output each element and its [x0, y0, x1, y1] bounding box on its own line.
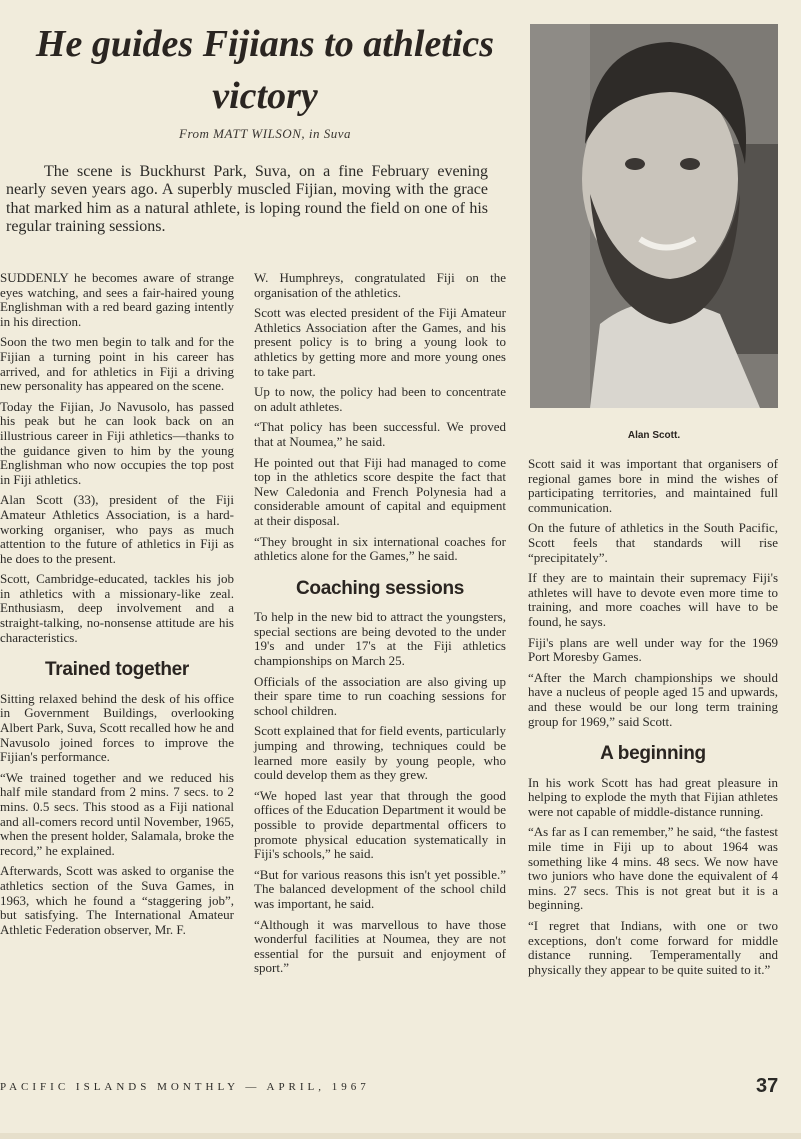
paragraph: Scott said it was important that organisers of regional games bore in mind the wishes of participating territories, and maintained full communication.	[528, 456, 778, 515]
paragraph: W. Humphreys, congratulated Fiji on the organisation of the athletics.	[254, 270, 506, 300]
page-edge	[0, 1133, 801, 1139]
paragraph: Scott was elected president of the Fiji Amateur Athletics Association after the Games, and his present policy is to bring a young look to athletics by getting more and more young ones to take part.	[254, 305, 506, 379]
paragraph: “That policy has been successful. We proved that at Noumea,” he said.	[254, 419, 506, 449]
article-headline: He guides Fijians to athletics victory	[35, 23, 495, 117]
paragraph: “They brought in six international coaches for athletics alone for the Games,” he said.	[254, 533, 506, 564]
paragraph: He pointed out that Fiji had managed to come top in the athletics score despite the fact that New Caledonia and French Polynesia had a considerable amount of capital and equipment at their disposal.	[254, 454, 506, 528]
paragraph: Up to now, the policy had been to concentrate on adult athletes.	[254, 384, 506, 414]
paragraph: “As far as I can remember,” he said, “the fastest mile time in Fiji up to about 1964 was something like 4 mins. 48 secs. We now have two juniors who have done the equivalent of 4 mins. 27 secs. This is not great but it is a beginning.	[528, 824, 778, 913]
magazine-masthead: PACIFIC ISLANDS MONTHLY — APRIL, 1967	[0, 1081, 370, 1093]
subheading: A beginning	[600, 743, 706, 765]
article-byline: From MATT WILSON, in Suva	[179, 126, 351, 141]
paragraph: SUDDENLY he becomes aware of strange eyes watching, and sees a fair-haired young Englishman with a red beard gazing intently in his direction.	[0, 270, 234, 329]
photo-caption: Alan Scott.	[627, 430, 681, 441]
paragraph: “Although it was marvellous to have those wonderful facilities at Noumea, they are not essential for the pursuit and enjoyment of sport.”	[254, 916, 506, 976]
paragraph: “I regret that Indians, with one or two exceptions, don't come forward for middle distance running. Temperamentally and physically they appear to be quite suited to it.”	[528, 918, 778, 977]
column-1	[0, 271, 234, 943]
subheading: Trained together	[44, 659, 190, 681]
paragraph: Sitting relaxed behind the desk of his office in Government Buildings, overlooking Albert Park, Suva, Scott recalled how he and Navusolo joined forces to improve the Fijian's performance.	[0, 690, 234, 765]
paragraph: Soon the two men begin to talk and for the Fijian a turning point in his career has arrived, and for athletics in Fiji a driving new personality has appeared on the scene.	[0, 334, 234, 394]
column-3	[528, 457, 778, 983]
column-2	[254, 271, 506, 982]
paragraph: “But for various reasons this isn't yet possible.” The balanced development of the school child was important, he said.	[254, 866, 506, 911]
paragraph: “We trained together and we reduced his half mile standard from 2 mins. 7 secs. to 2 mins. 0.5 secs. This stood as a Fiji national and all-comers record until November, 1965, when the present holder, Salamala, broke the record,” he explained.	[0, 769, 234, 858]
paragraph: Scott explained that for field events, particularly jumping and throwing, techniques could be learned more easily by young people, who could develop them as they grew.	[254, 723, 506, 783]
paragraph: Officials of the association are also giving up their spare time to run coaching sessions for school children.	[254, 673, 506, 718]
subheading: Coaching sessions	[295, 577, 465, 599]
paragraph: Afterwards, Scott was asked to organise the athletics section of the Suva Games, in 1963, which he found a “staggering job”, but satisfying. The International Amateur Athletic Federation observer, Mr. F.	[0, 863, 234, 937]
paragraph: If they are to maintain their supremacy Fiji's athletes will have to devote even more time to training, and more coaches will have to be found, he says.	[528, 570, 778, 629]
paragraph: Alan Scott (33), president of the Fiji Amateur Athletics Association, is a hard-working organiser, who pays as much attention to the future of athletics in Fiji as he does to the present.	[0, 492, 234, 566]
paragraph: On the future of athletics in the South Pacific, Scott feels that standards will rise “precipitately”.	[528, 520, 778, 565]
page-number: 37	[756, 1075, 779, 1097]
paragraph: “After the March championships we should have a nucleus of people aged 15 and upwards, and these would be our long term training group for 1969,” said Scott.	[528, 669, 778, 729]
article-intro: The scene is Buckhurst Park, Suva, on a fine February evening nearly seven years ago. A superbly muscled Fijian, moving with the grace that marked him as a natural athlete, is loping round the field on one of his regular training sessions.	[6, 163, 488, 236]
page-footer	[0, 1075, 801, 1105]
paragraph: “We hoped last year that through the good offices of the Education Department it would be possible to provide departmental officers to promote physical education systematically in Fiji's schools,” he said.	[254, 787, 506, 862]
portrait-illustration	[530, 24, 778, 408]
paragraph: To help in the new bid to attract the youngsters, special sections are being devoted to the under 19's and under 17's at the Fiji athletics championships on March 25.	[254, 609, 506, 669]
paragraph: Today the Fijian, Jo Navusolo, has passed his peak but he can look back on an illustrious career in Fiji athletics—thanks to the guidance given to him by the young Englishman who now occupies the top post in Fiji athletics.	[0, 398, 234, 487]
paragraph: Scott, Cambridge-educated, tackles his job in athletics with a missionary-like zeal. Enthusiasm, deep involvement and a straight-talking, no-nonsense attitude are his characteristics.	[0, 571, 234, 645]
paragraph: Fiji's plans are well under way for the 1969 Port Moresby Games.	[528, 634, 778, 665]
paragraph: In his work Scott has had great pleasure in helping to explode the myth that Fijian athletes were not capable of middle-distance running.	[528, 774, 778, 819]
portrait-photo	[530, 24, 778, 408]
